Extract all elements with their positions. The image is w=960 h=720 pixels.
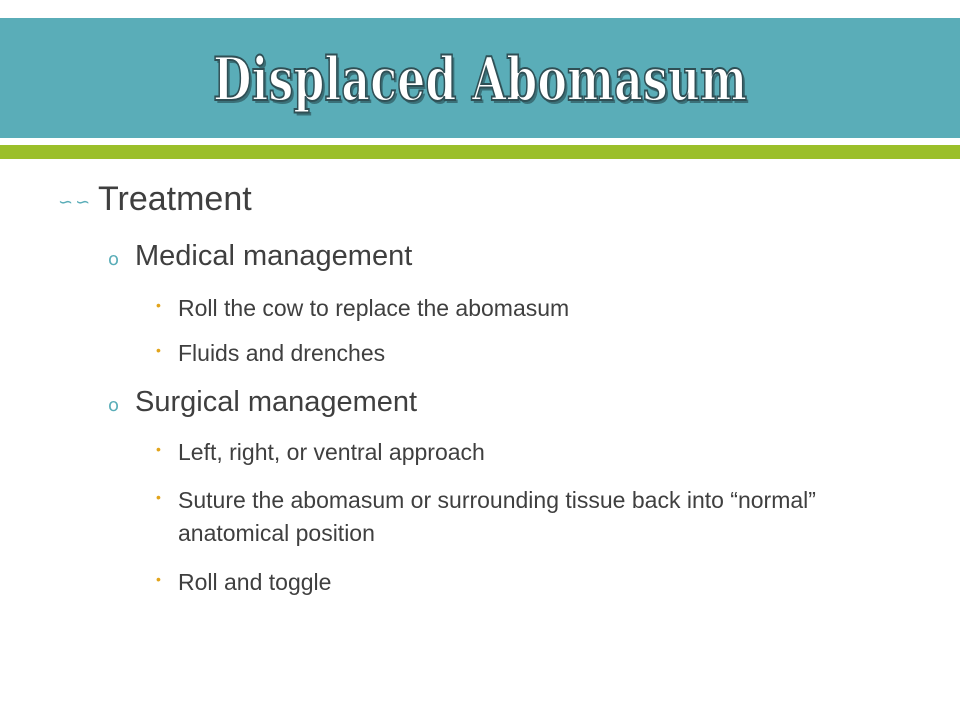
- list-item-text: Suture the abomasum or surrounding tissue back into “normal” anatomical position: [178, 487, 816, 546]
- slide-title: Displaced Abomasum: [213, 45, 747, 115]
- treatment-heading: Treatment: [98, 180, 252, 218]
- list-item-text: Roll and toggle: [178, 569, 332, 595]
- circle-bullet-icon: o: [108, 249, 120, 270]
- dot-bullet-icon: •: [156, 297, 161, 313]
- list-item-text: Left, right, or ventral approach: [178, 439, 485, 465]
- flourish-bullet-icon: ∽∽: [58, 192, 93, 212]
- circle-bullet-icon: o: [108, 395, 120, 416]
- dot-bullet-icon: •: [156, 441, 161, 457]
- medical-management-heading: Medical management: [135, 240, 413, 272]
- surgical-management-heading: Surgical management: [135, 386, 418, 418]
- list-item-text: Fluids and drenches: [178, 340, 386, 366]
- dot-bullet-icon: •: [156, 571, 161, 587]
- dot-bullet-icon: •: [156, 342, 161, 358]
- list-item-text: Roll the cow to replace the abomasum: [178, 295, 570, 321]
- dot-bullet-icon: •: [156, 489, 161, 505]
